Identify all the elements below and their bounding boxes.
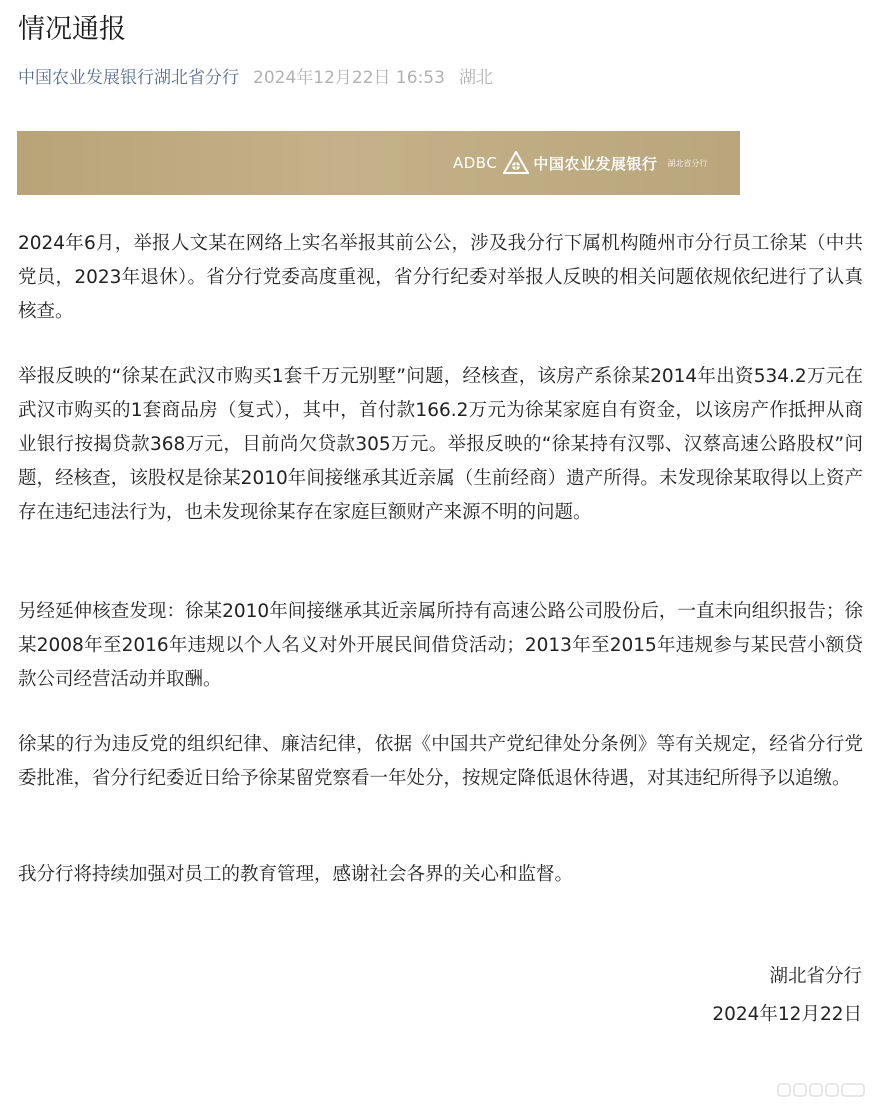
- bank-en-name: ADBC: [453, 154, 498, 172]
- publish-datetime: 2024年12月22日 16:53: [253, 68, 445, 88]
- signature-org: 湖北省分行: [769, 966, 862, 987]
- paragraph-5: 我分行将持续加强对员工的教育管理，感谢社会各界的关心和监督。: [18, 864, 574, 885]
- bank-cn-name: 中国农业发展银行: [533, 154, 658, 173]
- paragraph-2: 举报反映的“徐某在武汉市购买1套千万元别墅”问题，经核查，该房产系徐某2014年出资534.2万元在武汉市购买的1套商品房（复式），其中，首付款166.2万元为徐某家庭自有资金，以该房产作抵押从商业银行按揭贷款368万元，目前尚欠贷款305万元。举报反映的“徐某持有汉鄂、汉蔡高速公路股权”问题，经核查，该股权是徐某2010年间接继承其近亲属（生前经商）遗产所得。未发现徐某取得以上资产存在违纪违法行为，也未发现徐某存在家庭巨额财产来源不明的问题。: [18, 366, 863, 523]
- bank-branch-name: 湖北省分行: [667, 158, 708, 168]
- signature-date: 2024年12月22日: [712, 1004, 862, 1025]
- paragraph-4: 徐某的行为违反党的组织纪律、廉洁纪律，依据《中国共产党纪律处分条例》等有关规定，经省分行党委批准，省分行纪委近日给予徐某留党察看一年处分，按规定降低退休待遇，对其违纪所得予以追缴。: [18, 734, 863, 789]
- account-name-link[interactable]: 中国农业发展银行湖北省分行: [18, 68, 239, 88]
- adbc-logo-icon: [503, 151, 529, 175]
- bank-brand: [453, 151, 707, 175]
- page-title: 情况通报: [18, 14, 126, 45]
- watermark-icon: [776, 1079, 868, 1101]
- paragraph-3: 另经延伸核查发现：徐某2010年间接继承其近亲属所持有高速公路公司股份后，一直未向组织报告；徐某2008年至2016年违规以个人名义对外开展民间借贷活动；2013年至2015年违规参与某民营小额贷款公司经营活动并取酬。: [18, 601, 863, 690]
- article-meta: [18, 64, 493, 92]
- publish-location: 湖北: [458, 68, 493, 88]
- paragraph-1: 2024年6月，举报人文某在网络上实名举报其前公公，涉及我分行下属机构随州市分行员工徐某（中共党员，2023年退休）。省分行党委高度重视，省分行纪委对举报人反映的相关问题依规依纪进行了认真核查。: [18, 233, 863, 322]
- header-banner: [17, 131, 740, 195]
